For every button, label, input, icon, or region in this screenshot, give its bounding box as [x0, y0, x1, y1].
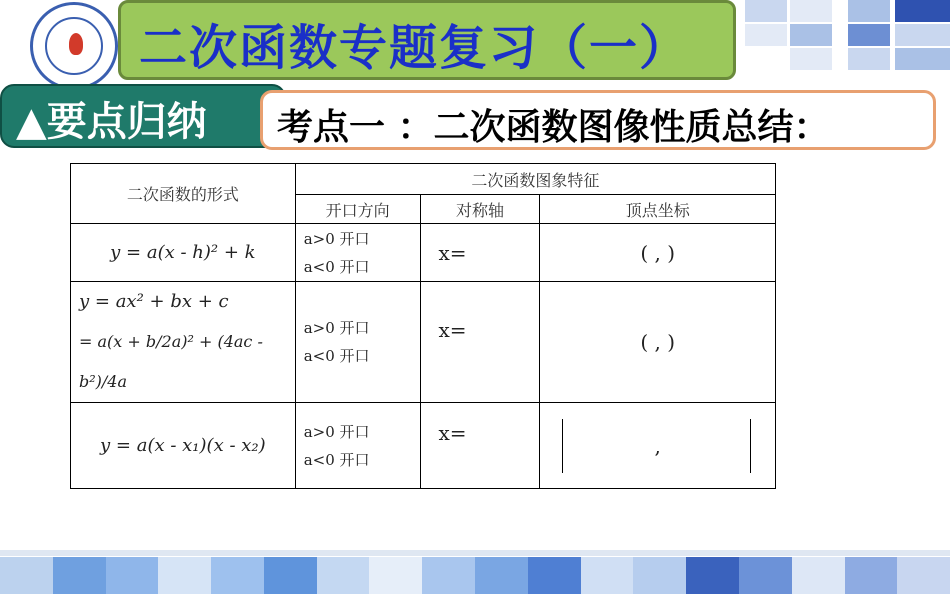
deco-square — [745, 0, 787, 22]
formula-general-form — [71, 282, 296, 403]
footer-strip — [0, 557, 950, 594]
header-vertex: 顶点坐标 — [540, 195, 776, 224]
footer-tile — [211, 557, 264, 594]
formula-intercept-form: y = a(x - x₁)(x - x₂) — [71, 403, 296, 489]
footer-tile — [106, 557, 159, 594]
footer-tile — [897, 557, 950, 594]
deco-square — [790, 48, 832, 70]
formula-general-line2: = a(x + b/2a)² + (4ac - b²)/4a — [79, 332, 263, 391]
deco-square — [895, 24, 950, 46]
deco-square — [848, 48, 890, 70]
footer-tile — [422, 557, 475, 594]
footer-tile — [686, 557, 739, 594]
key-points-label: ▲要点归纳 — [16, 99, 207, 145]
page-title: 二次函数专题复习（一） — [139, 20, 690, 76]
deco-square — [895, 0, 950, 22]
footer-tile — [633, 557, 686, 594]
header-form: 二次函数的形式 — [71, 164, 296, 224]
vertex-cell: ( , ) — [540, 282, 776, 403]
vertex-separator: , — [654, 433, 661, 458]
footer-tile — [317, 557, 370, 594]
formula-vertex-form: y = a(x - h)² + k — [71, 224, 296, 282]
direction-cell — [295, 282, 420, 403]
footer-tile — [264, 557, 317, 594]
vertex-left-bracket — [562, 419, 563, 473]
footer-tile — [53, 557, 106, 594]
direction-cell — [295, 224, 420, 282]
deco-square — [790, 24, 832, 46]
direction-positive: a>0 开口 — [303, 319, 370, 337]
footer-tile — [792, 557, 845, 594]
header-axis: 对称轴 — [420, 195, 540, 224]
table-row — [71, 282, 776, 403]
direction-positive: a>0 开口 — [303, 229, 370, 248]
header-direction: 开口方向 — [295, 195, 420, 224]
footer-tile — [528, 557, 581, 594]
direction-positive: a>0 开口 — [303, 422, 370, 441]
key-points-box — [0, 84, 286, 148]
vertex-cell — [540, 403, 776, 489]
axis-cell: x= — [420, 403, 540, 489]
deco-square — [848, 0, 890, 22]
axis-cell: x= — [420, 282, 540, 403]
school-logo-icon — [30, 2, 118, 90]
footer-tile — [158, 557, 211, 594]
deco-square — [790, 0, 832, 22]
footer-tile — [369, 557, 422, 594]
footer-tile — [845, 557, 898, 594]
direction-negative: a<0 开口 — [303, 347, 370, 365]
footer-tile — [581, 557, 634, 594]
exam-point-box — [260, 90, 936, 150]
footer-tile — [739, 557, 792, 594]
direction-negative: a<0 开口 — [303, 450, 370, 469]
title-banner — [118, 0, 736, 80]
footer-tile — [475, 557, 528, 594]
vertex-right-bracket — [750, 419, 751, 473]
logo-inner-ring — [45, 17, 103, 75]
deco-square — [895, 48, 950, 70]
properties-table — [70, 163, 776, 489]
header-features: 二次函数图象特征 — [295, 164, 775, 195]
vertex-cell: ( , ) — [540, 224, 776, 282]
table-row — [71, 224, 776, 282]
exam-point-label: 考点一 ：二次函数图像性质总结： — [277, 107, 830, 148]
direction-cell — [295, 403, 420, 489]
formula-general-line1: y = ax² + bx + c — [79, 291, 229, 312]
footer-divider — [0, 550, 950, 556]
direction-negative: a<0 开口 — [303, 257, 370, 276]
axis-cell: x= — [420, 224, 540, 282]
deco-square — [745, 24, 787, 46]
footer-tile — [0, 557, 53, 594]
deco-square — [848, 24, 890, 46]
table-row — [71, 403, 776, 489]
flame-icon — [69, 33, 83, 55]
